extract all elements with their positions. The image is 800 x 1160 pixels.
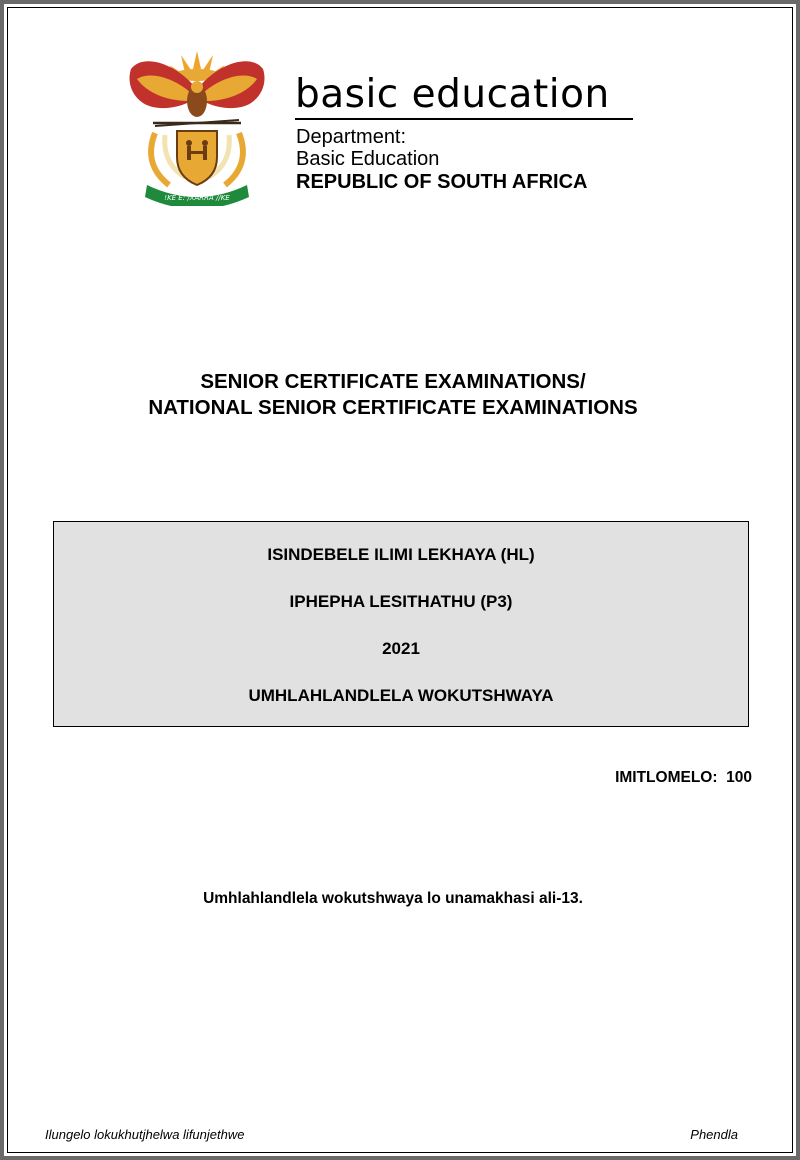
exam-title-line2: NATIONAL SENIOR CERTIFICATE EXAMINATIONS — [148, 396, 638, 419]
document-type: UMHLAHLANDLELA WOKUTSHWAYA — [248, 686, 554, 705]
total-marks: IMITLOMELO: 100 — [615, 769, 752, 786]
country-name: REPUBLIC OF SOUTH AFRICA — [296, 171, 588, 193]
brand-underline — [295, 118, 633, 120]
department-label: Department: — [296, 126, 407, 148]
coat-of-arms-motto: !KE E: /XARRA //KE — [164, 194, 230, 202]
exam-title-line1: SENIOR CERTIFICATE EXAMINATIONS/ — [200, 370, 586, 393]
exam-year: 2021 — [382, 639, 420, 658]
subject-title: ISINDEBELE ILIMI LEKHAYA (HL) — [267, 545, 535, 564]
subject-box — [53, 521, 749, 727]
brand-wordmark: basic education — [295, 72, 610, 117]
paper-title: IPHEPHA LESITHATHU (P3) — [289, 592, 513, 611]
department-name: Basic Education — [296, 148, 440, 170]
page-count-note: Umhlahlandlela wokutshwaya lo unamakhasi ali-13. — [203, 890, 583, 907]
copyright-notice: Ilungelo lokukhutjhelwa lifunjethwe — [45, 1127, 245, 1142]
coat-of-arms-icon — [125, 43, 270, 206]
next-page-label: Phendla — [690, 1127, 738, 1142]
